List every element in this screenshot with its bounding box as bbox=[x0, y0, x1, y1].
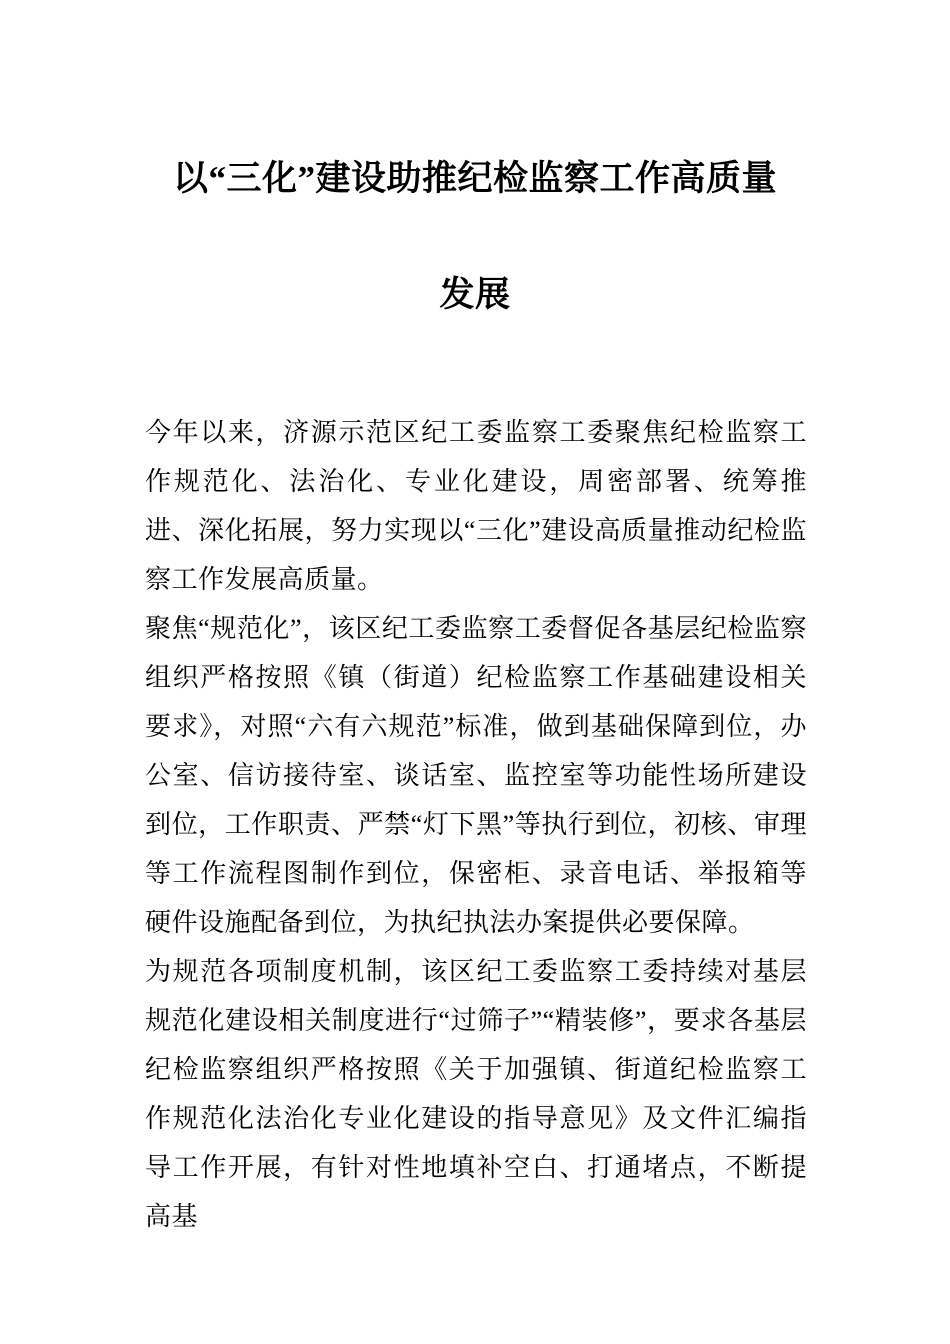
document-title-line1: 以“三化”建设助推纪检监察工作高质量 bbox=[172, 159, 777, 198]
paragraph-3: 为规范各项制度机制，该区纪工委监察工委持续对基层规范化建设相关制度进行“过筛子”“精装修”，要求各基层纪检监察组织严格按照《关于加强镇、街道纪检监察工作规范化法治化专业化建设的指导意见》及文件汇编指导工作开展，有针对性地填补空白、打通堵点，不断提高基 bbox=[145, 957, 807, 1231]
paragraph-2: 聚焦“规范化”，该区纪工委监察工委督促各基层纪检监察组织严格按照《镇（街道）纪检监察工作基础建设相关要求》，对照“六有六规范”标准，做到基础保障到位，办公室、信访接待室、谈话室、监控室等功能性场所建设到位，工作职责、严禁“灯下黑”等执行到位，初核、审理等工作流程图制作到位，保密柜、录音电话、举报箱等硬件设施配备到位，为执纪执法办案提供必要保障。 bbox=[145, 614, 807, 937]
document-title-line2: 发展 bbox=[439, 275, 511, 314]
document-title bbox=[0, 0, 950, 353]
paragraph-1: 今年以来，济源示范区纪工委监察工委聚焦纪检监察工作规范化、法治化、专业化建设，周密部署、统筹推进、深化拓展，努力实现以“三化”建设高质量推动纪检监察工作发展高质量。 bbox=[145, 418, 807, 594]
document-body bbox=[145, 408, 807, 1241]
